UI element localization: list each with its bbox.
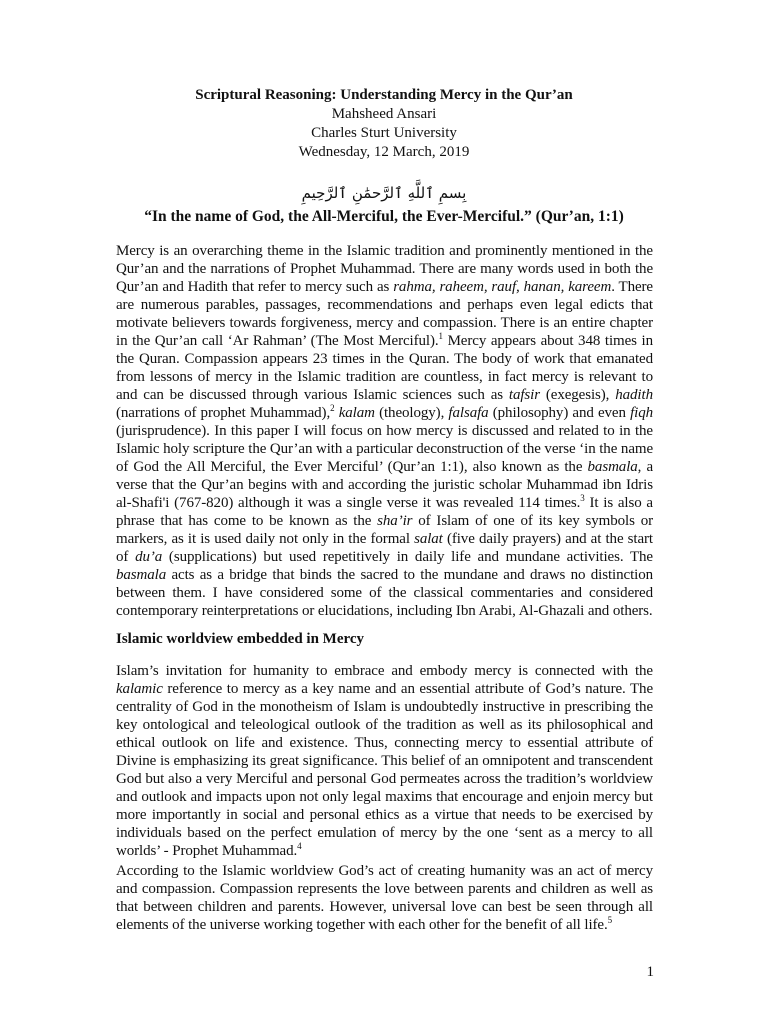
footnote-ref-1[interactable]: 1 (438, 331, 443, 341)
paragraph-creation: According to the Islamic worldview God’s act of creating humanity was an act of mercy and compassion. Compassion represents the love between parents and children as well as that between children and parents. However, universal love can best be seen through all elements of the universe working together with each other for the benefit of all life.$^5$ (116, 863, 653, 933)
footnote-ref-4[interactable]: 4 (297, 841, 302, 851)
document-header (0, 86, 768, 162)
page-number: 1 (646, 964, 654, 980)
author-name: Mahsheed Ansari (331, 106, 437, 122)
paragraph-intro: Mercy is an overarching theme in the Islamic tradition and prominently mentioned in the Qur’an and the narrations of Prophet Muhammad. There are many words used in both the Qur’an and Hadith that refer to mercy such as rahma, raheem, rauf, hanan, kareem. There are numerous parables, passages, recommendations and perhaps even legal edicts that motivate believers towards forgiveness, mercy and compassion. There is an entire chapter in the Qur’an call ‘Ar Rahman’ (The Most Merciful).$^1$ Mercy appears about 348 times in the Quran. Compassion appears 23 times in the Quran. The body of work that emanated from lessons of mercy in the Islamic tradition are countless, in fact mercy is relevant to and can be discussed through various Islamic sciences such as tafsir (exegesis), hadith (narrations of prophet Muhammad),$^2$ kalam (theology), falsafa (philosophy) and even fiqh (jurisprudence). In this paper I will focus on how mercy is discussed and related to in the Islamic holy scripture the Qur’an with a particular deconstruction of the verse ‘in the name of God the All Merciful, the Ever Merciful’ (Qur’an 1:1), also known as the basmala, a verse that the Qur’an begins with and according the juristic scholar Muhammad ibn Idris al-Shafi'i (767-820) although it was a single verse it was revealed 114 times.$^3$ It is also a phrase that has come to be known as the sha’ir of Islam of one of its key symbols or markers, as it is used daily not only in the formal salat (five daily prayers) and at the start of du’a (supplications) but used repetitively in daily life and mundane activities. The basmala acts as a bridge that binds the sacred to the mundane and draws no distinction between them. I have considered some of the classical commentaries and considered contemporary reinterpretations or elucidations, including Ibn Arabi, Al-Ghazali and others. (116, 243, 654, 619)
basmala-arabic: بِسمِ ٱللَّهِ ٱلرَّحمَٰنِ ٱلرَّحِيمِ (301, 184, 467, 202)
paragraph-worldview: Islam’s invitation for humanity to embrace and embody mercy is connected with the kalamic reference to mercy as a key name and an essential attribute of God’s nature. The centrality of God in the monotheism of Islam is undoubtedly instructive in prescribing the key ontological and teleological outlook of the tradition as well as its philosophical and ethical outlook on life and existence. Thus, connecting mercy to essential attribute of Divine is emphasizing its great significance. This belief of an omnipotent and transcendent God but also a very Merciful and personal God permeates across the tradition’s worldview and outlook and impacts upon not only legal maxims that encourage and enjoin mercy but more importantly in social and personal ethics as a virtue that needs to be exercised by individuals based on the perfect emulation of mercy by the one ‘sent as a mercy to all worlds’ - Prophet Muhammad.$^4$ (116, 663, 653, 859)
section-heading: Islamic worldview embedded in Mercy (116, 631, 365, 647)
footnote-ref-5[interactable]: 5 (607, 915, 613, 925)
basmala-translation: “In the name of God, the All-Merciful, the Ever-Merciful.” (Qur’an, 1:1) (144, 208, 624, 225)
footnote-ref-2[interactable]: 2 (330, 403, 335, 413)
document-title: Scriptural Reasoning: Understanding Mercy in the Qur’an (195, 87, 573, 103)
document-date: Wednesday, 12 March, 2019 (298, 144, 470, 160)
author-institution: Charles Sturt University (311, 125, 457, 141)
footnote-ref-3[interactable]: 3 (580, 493, 585, 503)
